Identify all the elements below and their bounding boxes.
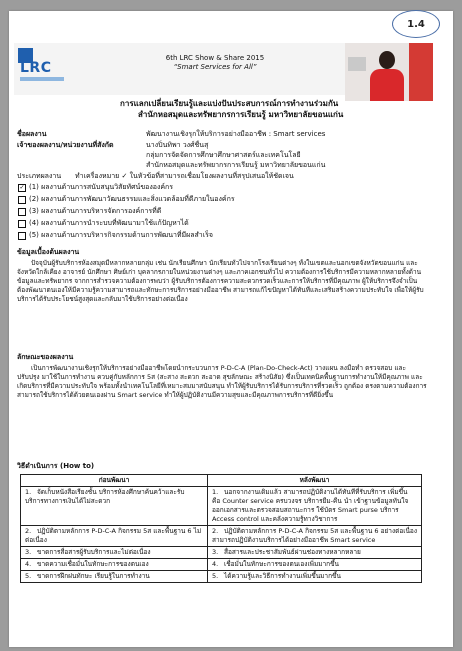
row-number: 5. — [212, 572, 219, 580]
table-cell-after — [208, 559, 422, 571]
logo-text: LRC — [20, 60, 52, 76]
checkbox-label-4: (4) ผลงานด้านการนำระบบที่พัฒนามาใช้แก้ปัญหาได้ — [29, 219, 189, 227]
table-cell-before — [21, 571, 208, 583]
checkbox-label-1: (1) ผลงานด้านการสนับสนุนวิสัยทัศน์ขององค์กร — [29, 183, 174, 191]
row-number: 3. — [212, 548, 219, 556]
table-cell-before — [21, 487, 208, 526]
checkbox-label-2: (2) ผลงานด้านการพัฒนาวัฒนธรรมและสิ่งแวดล้อมที่ดีภายในองค์กร — [29, 195, 235, 203]
checkbox-3[interactable] — [18, 208, 26, 216]
table-row — [21, 559, 422, 571]
photo-sign — [348, 57, 366, 71]
row-number: 1. — [212, 488, 219, 496]
row-number: 5. — [25, 572, 32, 580]
table-cell-before — [21, 547, 208, 559]
work-name-value: พัฒนางานเชิงรุกให้บริการอย่างมืออาชีพ : Smart services — [146, 130, 326, 138]
before-text: จัดเก็บหนังสือเรียงชั้น บริการห้องศึกษาค้นคว้าและรับ บริการทางการเงินได้ไม่สะดวก — [25, 488, 185, 505]
table-cell-after — [208, 571, 422, 583]
work-name-label: ชื่อผลงาน — [17, 130, 47, 138]
checkbox-label-3: (3) ผลงานด้านการบริหารจัดการองค์การที่ดี — [29, 207, 162, 215]
table-header-before: ก่อนพัฒนา — [21, 475, 208, 487]
row-number: 2. — [25, 527, 32, 535]
logo-underline — [20, 77, 64, 81]
comparison-table — [20, 474, 422, 583]
background-section-title: ข้อมูลเบื้องต้นผลงาน — [17, 248, 80, 256]
page-number-badge: 1.4 — [392, 10, 440, 38]
table-cell-before — [21, 559, 208, 571]
owner-name: นางปิ่นทิพา วงศ์ชื่นสุ — [146, 141, 209, 149]
photo-backdrop — [409, 43, 433, 101]
row-number: 1. — [25, 488, 32, 496]
document-title: การแลกเปลี่ยนเรียนรู้และแบ่งปันประสบการณ์การทำงานร่วมกัน — [120, 99, 339, 108]
photo-person-body — [370, 69, 404, 101]
table-cell-after — [208, 487, 422, 526]
document-subtitle: สำนักหอสมุดและทรัพยากรการเรียนรู้ มหาวิทยาลัยขอนแก่น — [138, 110, 344, 119]
before-text: ขาดความเชื่อมั่นในทักษะการของตนเอง — [37, 560, 149, 568]
method-section-title: ลักษณะของผลงาน — [17, 353, 74, 361]
photo-person-head — [379, 51, 395, 69]
after-text: ได้ความรู้และวิธีการทำงานเพิ่มขึ้นมากขึ้น — [224, 572, 341, 580]
row-number: 4. — [212, 560, 219, 568]
table-cell-after — [208, 547, 422, 559]
row-number: 4. — [25, 560, 32, 568]
event-subtitle: “Smart Services for All” — [173, 63, 257, 71]
checkbox-1[interactable]: ✓ — [19, 184, 25, 191]
before-text: ขาดการฝึกฝนทักษะ เรียนรู้ในการทำงาน — [37, 572, 150, 580]
before-text: ขาดการสื่อสารผู้รับบริการและไม่ต่อเนื่อง — [37, 548, 151, 556]
before-text: ปฏิบัติตามหลักการ P-D-C-A กิจกรรม 5ส และพื้นฐาน 6 ไม่ต่อเนื่อง — [25, 527, 202, 544]
after-text: ปฏิบัติตามหลักการ P-D-C-A กิจกรรม 5ส และพื้นฐาน 6 อย่างต่อเนื่อง สามารถปฏิบัติงานบริการได้อย่างมืออาชีพ Smart service — [212, 527, 417, 544]
table-row — [21, 487, 422, 526]
lrc-logo — [18, 48, 62, 84]
work-type-label: ประเภทผลงาน — [17, 172, 62, 180]
row-number: 2. — [212, 527, 219, 535]
table-cell-after — [208, 526, 422, 547]
presenter-photo — [345, 43, 433, 101]
event-title: 6th LRC Show & Share 2015 — [165, 54, 265, 62]
table-row — [21, 571, 422, 583]
work-type-instruction: ทำเครื่องหมาย ✓ ในหัวข้อที่สามารถเชื่อมโยงผลงานที่สรุปเสนอให้ชัดเจน — [75, 172, 294, 180]
row-number: 3. — [25, 548, 32, 556]
checkbox-2[interactable] — [18, 196, 26, 204]
owner-label: เจ้าของผลงาน/หน่วยงานที่สังกัด — [17, 141, 114, 149]
checkbox-5[interactable] — [18, 232, 26, 240]
owner-office: สำนักหอสมุดและทรัพยากรการเรียนรู้ มหาวิทยาลัยขอนแก่น — [146, 161, 326, 169]
after-text: นอกจากงานเดิมแล้ว สามารถปฏิบัติงานได้ทันทีที่รับบริการ เพิ่มขึ้น คือ Counter service ครบวงจร บริการยืม-คืน นำ เข้าฐานข้อมูลทันใจ ออกเอกสารและตรวจสอบสถานะการ ใช้บัตร Smart purse บริการ Access control และคลังความรู้ทางวิชาการ — [212, 488, 409, 523]
table-row — [21, 526, 422, 547]
checkbox-label-5: (5) ผลงานด้านการบริหารกิจกรรมด้านการพัฒนาที่มีผลสำเร็จ — [29, 231, 213, 239]
method-paragraph: เป็นการพัฒนางานเชิงรุกให้บริการอย่างมืออาชีพโดยนำกระบวนการ P-D-C-A (Plan-Do-Check-Act) วางแผน ลงมือทำ ตรวจสอบ และปรับปรุง มาใช้ในการทำงาน ควบคู่กับหลักการ 5ส (สะสาง สะดวก สะอาด สุขลักษณะ สร้างนิสัย) ซึ่งเป็นเทคนิคพื้นฐานการทำงานให้มีคุณภาพ และเกิดบริการที่มีความประทับใจ พร้อมทั้งนำเทคโนโลยีที่เหมาะสมมาสนับสนุน ทำให้ผู้รับบริการได้รับการบริการที่รวดเร็ว ถูกต้อง ตรงตามความต้องการ สามารถใช้บริการได้ด้วยตนเองผ่าน Smart service ทำให้ผู้ปฏิบัติงานมีความสุขและมีคุณภาพการบริการที่ดียิ่งขึ้น — [17, 364, 427, 399]
checkbox-4[interactable] — [18, 220, 26, 228]
background-paragraph: ปัจจุบันผู้รับบริการห้องสมุดมีหลากหลายกลุ่ม เช่น นักเรียนศึกษา นักเรียนทั่วไปจากโรงเรียนต่างๆ ทั้งในเขตและนอกเขตจังหวัดขอนแก่น และจังหวัดใกล้เคียง อาจารย์ นักศึกษา ศิษย์เก่า บุคลากรภายในหน่วยงานต่างๆ และภาคเอกชนทั่วไป ความต้องการใช้บริการมีความหลากหลายทั้งด้านข้อมูลและทรัพยากร จากการสำรวจความต้องการพบว่า ผู้รับบริการต้องการความสะดวกรวดเร็วและการให้บริการที่มีคุณภาพ ผู้ให้บริการจึงจำเป็นต้องพัฒนาตนเองให้มีความรู้ความสามารถและทักษะการบริการอย่างมืออาชีพ สามารถแก้ไขปัญหาได้ทันทีและเสริมสร้างความประทับใจ เพื่อให้ผู้รับบริการได้รับประโยชน์สูงสุดและกลับมาใช้บริการอย่างต่อเนื่อง — [17, 259, 424, 303]
after-text: สื่อสารและประชาสัมพันธ์ผ่านช่องทางหลากหลาย — [224, 548, 361, 556]
howto-section-title: วิธีดำเนินการ (How to) — [17, 462, 95, 470]
table-row — [21, 547, 422, 559]
table-header-after: หลังพัฒนา — [208, 475, 422, 487]
table-cell-before — [21, 526, 208, 547]
after-text: เชื่อมั่นในทักษะการของตนเองเพิ่มมากขึ้น — [224, 560, 339, 568]
owner-unit: กลุ่มการจัดจัดการศึกษาศึกษาศาสตร์และเทคโนโลยี — [146, 151, 301, 159]
